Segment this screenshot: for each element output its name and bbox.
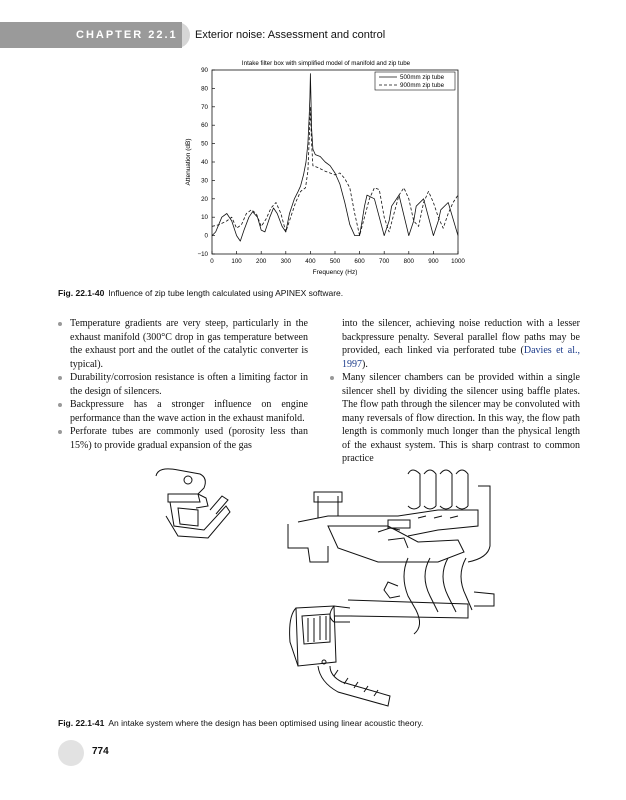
x-tick-label: 700 bbox=[379, 258, 390, 265]
y-tick-label: 30 bbox=[201, 177, 208, 185]
continued-paragraph: into the silencer, achieving noise reduction with a lesser backpressure penalty. Several parallel flow paths may be provided, each linked via perforated tube (Davies et al., 1997). bbox=[342, 318, 580, 370]
y-tick-label: 20 bbox=[201, 195, 208, 203]
attenuation-chart bbox=[178, 56, 468, 284]
bullet-durability: Durability/corrosion resistance is often a limiting factor in the design of silencers. bbox=[58, 371, 308, 398]
bullet-backpressure: Backpressure has a stronger influence on engine performance than the wave action in the exhaust manifold. bbox=[58, 398, 308, 425]
legend-entry-900mm: 900mm zip tube bbox=[400, 82, 445, 89]
fig1-label: Fig. 22.1-40 bbox=[58, 288, 105, 298]
y-tick-label: 0 bbox=[204, 232, 208, 240]
bullet-silencer-chambers: Many silencer chambers can be provided within a single silencer shell by dividing the silencer using baffle plates. The flow path through the silencer may be convoluted with many reversals of flow direction. In this way, the flow path length is commonly much longer than the physical length of the exhaust system. This is sharp contrast to common practice bbox=[330, 371, 580, 466]
y-tick-label: 40 bbox=[201, 159, 208, 166]
x-tick-label: 900 bbox=[428, 258, 439, 265]
intake-drawing-svg bbox=[138, 466, 508, 716]
chapter-title: Exterior noise: Assessment and control bbox=[195, 29, 386, 41]
y-tick-label: 10 bbox=[201, 214, 208, 222]
x-tick-label: 1000 bbox=[451, 258, 465, 265]
series-line-1 bbox=[212, 107, 458, 236]
bullet-temperature: Temperature gradients are very steep, particularly in the exhaust manifold (300°C drop in gas temperature between the exhaust port and the outlet of the catalytic converter is typical). bbox=[58, 317, 308, 371]
fig2-caption bbox=[58, 718, 423, 729]
x-tick-label: 500 bbox=[329, 258, 341, 265]
plot-frame bbox=[212, 70, 458, 254]
x-tick-label: 100 bbox=[231, 258, 242, 265]
y-tick-label: 50 bbox=[201, 140, 208, 148]
chart-legend bbox=[375, 72, 455, 90]
left-column bbox=[58, 317, 308, 452]
bullet-perforate: Perforate tubes are commonly used (porosity less than 15%) to provide gradual expansion of the gas bbox=[58, 425, 308, 452]
y-axis-label: Attenuation (dB) bbox=[185, 138, 192, 186]
y-tick-label: 70 bbox=[201, 103, 208, 111]
chart-title: Intake filter box with simplified model of manifold and zip tube bbox=[241, 60, 411, 67]
fig2-text: An intake system where the design has been optimised using linear acoustic theory. bbox=[108, 718, 424, 728]
fig2-label: Fig. 22.1-41 bbox=[58, 718, 105, 728]
chart-svg bbox=[178, 56, 468, 284]
fig1-text: Influence of zip tube length calculated using APINEX software. bbox=[108, 288, 344, 298]
y-tick-label: 80 bbox=[201, 85, 208, 93]
x-tick-label: 800 bbox=[403, 258, 414, 265]
x-tick-label: 0 bbox=[210, 258, 214, 265]
chapter-label: CHAPTER 22.1 bbox=[0, 22, 182, 48]
x-tick-label: 600 bbox=[354, 258, 365, 265]
legend-entry-500mm: 500mm zip tube bbox=[400, 74, 445, 81]
x-axis-label: Frequency (Hz) bbox=[312, 269, 358, 276]
x-tick-label: 200 bbox=[256, 258, 267, 265]
x-tick-label: 400 bbox=[305, 258, 316, 265]
running-header bbox=[0, 22, 626, 48]
x-tick-label: 300 bbox=[280, 258, 291, 265]
fig1-caption bbox=[58, 288, 343, 299]
page-number: 774 bbox=[92, 746, 109, 757]
citation-link[interactable]: Davies et al., 1997 bbox=[342, 345, 580, 370]
right-column bbox=[330, 317, 580, 466]
y-tick-label: 60 bbox=[201, 122, 208, 130]
page-number-circle bbox=[58, 740, 84, 766]
y-tick-label: −10 bbox=[197, 251, 208, 258]
intake-system-drawing bbox=[138, 466, 508, 716]
y-tick-label: 90 bbox=[201, 67, 208, 74]
